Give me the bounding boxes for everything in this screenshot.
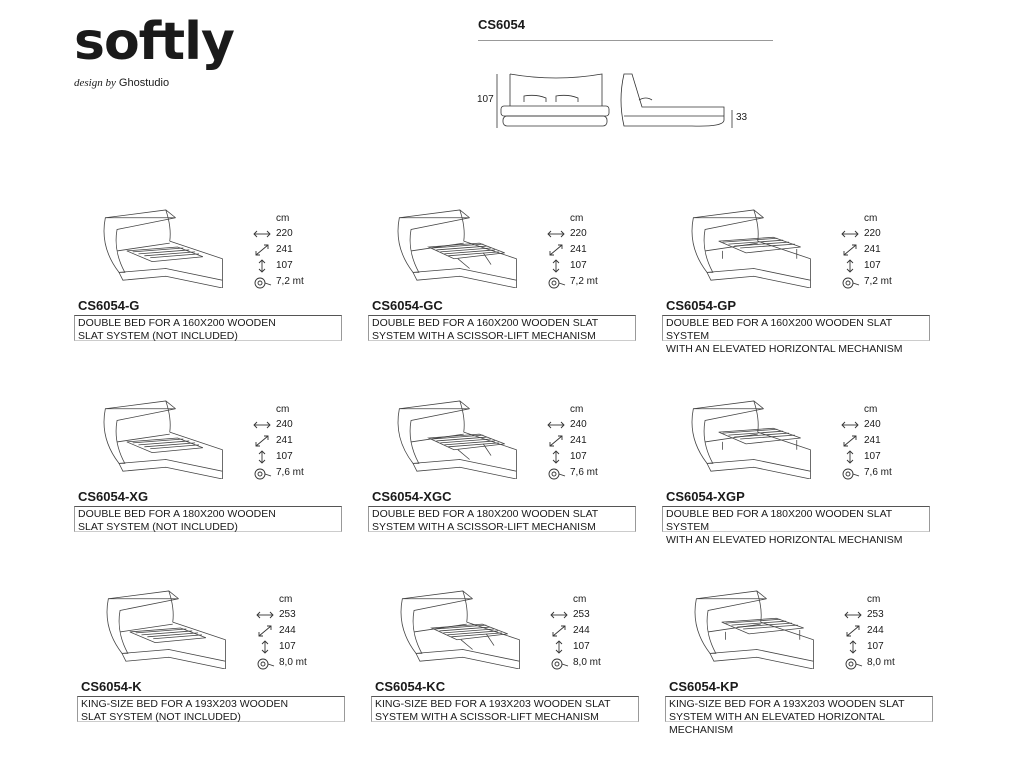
description-line: DOUBLE BED FOR A 160X200 WOODEN SLAT <box>372 317 599 329</box>
spec-height <box>546 449 636 465</box>
brand-subtitle <box>74 77 169 89</box>
spec-list <box>840 403 930 481</box>
spec-value: 7,2 mt <box>570 276 598 287</box>
diagonal-arrow-icon <box>255 624 275 638</box>
unit-label: cm <box>573 594 587 605</box>
variant-description <box>74 315 342 341</box>
fabric-roll-icon <box>840 466 860 480</box>
description-line: WITH AN ELEVATED HORIZONTAL MECHANISM <box>666 343 903 355</box>
variant-description <box>74 506 342 532</box>
variant-code: CS6054-KC <box>375 679 446 694</box>
spec-value: 107 <box>276 260 293 271</box>
variant-code: CS6054-GP <box>666 298 737 313</box>
spec-value: 241 <box>570 244 587 255</box>
description-line: DOUBLE BED FOR A 180X200 WOODEN SLAT <box>372 508 599 520</box>
spec-height <box>549 639 639 655</box>
fabric-roll-icon <box>840 275 860 289</box>
spec-value: 244 <box>279 625 296 636</box>
description-line: SLAT SYSTEM (NOT INCLUDED) <box>78 521 238 533</box>
brand-title: softly <box>74 12 234 72</box>
bed-sketch <box>97 589 227 669</box>
description-line: SYSTEM WITH A SCISSOR-LIFT MECHANISM <box>372 521 596 533</box>
width-arrow-icon <box>252 418 272 432</box>
unit-label: cm <box>864 404 878 415</box>
spec-value: 107 <box>867 641 884 652</box>
unit-label: cm <box>864 213 878 224</box>
overview-base-label: 33 <box>736 112 748 123</box>
height-arrow-icon <box>546 259 566 273</box>
description-line: KING-SIZE BED FOR A 193X203 WOODEN SLAT <box>375 698 611 710</box>
spec-value: 107 <box>276 451 293 462</box>
unit-label: cm <box>276 404 290 415</box>
width-arrow-icon <box>840 227 860 241</box>
spec-length <box>843 623 933 639</box>
diagonal-arrow-icon <box>840 243 860 257</box>
spec-list <box>840 212 930 290</box>
spec-value: 241 <box>864 244 881 255</box>
height-arrow-icon <box>252 259 272 273</box>
product-variant <box>77 589 349 739</box>
bed-sketch <box>94 399 224 479</box>
bed-sketch <box>682 208 812 288</box>
spec-value: 7,6 mt <box>570 467 598 478</box>
description-line: DOUBLE BED FOR A 180X200 WOODEN SLAT SYSTEM <box>666 508 893 533</box>
width-arrow-icon <box>840 418 860 432</box>
spec-value: 220 <box>570 228 587 239</box>
fabric-roll-icon <box>843 656 863 670</box>
spec-fabric <box>255 655 345 671</box>
divider <box>478 40 773 41</box>
spec-fabric <box>252 465 342 481</box>
description-line: SYSTEM WITH A SCISSOR-LIFT MECHANISM <box>372 330 596 342</box>
bed-sketch <box>388 208 518 288</box>
diagonal-arrow-icon <box>252 434 272 448</box>
spec-height <box>840 258 930 274</box>
fabric-roll-icon <box>252 275 272 289</box>
product-variant <box>665 589 937 739</box>
spec-value: 220 <box>276 228 293 239</box>
spec-fabric <box>549 655 639 671</box>
spec-value: 107 <box>573 641 590 652</box>
width-arrow-icon <box>546 418 566 432</box>
spec-width <box>840 226 930 242</box>
variant-description <box>371 696 639 722</box>
spec-list <box>252 403 342 481</box>
spec-width <box>252 417 342 433</box>
spec-height <box>843 639 933 655</box>
diagonal-arrow-icon <box>840 434 860 448</box>
spec-fabric <box>843 655 933 671</box>
spec-width <box>843 607 933 623</box>
description-line: DOUBLE BED FOR A 160X200 WOODEN SLAT SYSTEM <box>666 317 893 342</box>
variant-description <box>368 315 636 341</box>
spec-length <box>252 242 342 258</box>
spec-value: 253 <box>573 609 590 620</box>
spec-list <box>843 593 933 671</box>
height-arrow-icon <box>840 259 860 273</box>
width-arrow-icon <box>255 608 275 622</box>
spec-length <box>546 433 636 449</box>
model-code: CS6054 <box>478 17 525 32</box>
bed-sketch <box>682 399 812 479</box>
product-variant <box>662 399 934 549</box>
spec-fabric <box>546 465 636 481</box>
spec-value: 107 <box>570 451 587 462</box>
variant-code: CS6054-KP <box>669 679 739 694</box>
product-variant <box>662 208 934 358</box>
spec-height <box>252 449 342 465</box>
spec-value: 8,0 mt <box>279 657 307 668</box>
diagonal-arrow-icon <box>843 624 863 638</box>
spec-value: 7,6 mt <box>864 467 892 478</box>
spec-list <box>252 212 342 290</box>
width-arrow-icon <box>252 227 272 241</box>
variant-code: CS6054-K <box>81 679 142 694</box>
product-variant <box>74 399 346 549</box>
spec-value: 241 <box>276 244 293 255</box>
variant-description <box>662 315 930 355</box>
spec-value: 7,6 mt <box>276 467 304 478</box>
spec-value: 244 <box>867 625 884 636</box>
spec-length <box>840 433 930 449</box>
spec-fabric <box>840 465 930 481</box>
description-line: WITH AN ELEVATED HORIZONTAL MECHANISM <box>666 534 903 546</box>
variant-code: CS6054-GC <box>372 298 443 313</box>
width-arrow-icon <box>546 227 566 241</box>
product-variant <box>368 399 640 549</box>
spec-value: 241 <box>276 435 293 446</box>
spec-height <box>255 639 345 655</box>
diagonal-arrow-icon <box>546 434 566 448</box>
variant-description <box>77 696 345 722</box>
height-arrow-icon <box>549 640 569 654</box>
description-line: SYSTEM WITH AN ELEVATED HORIZONTAL MECHANISM <box>669 711 885 736</box>
spec-length <box>546 242 636 258</box>
description-line: DOUBLE BED FOR A 160X200 WOODEN <box>78 317 276 329</box>
fabric-roll-icon <box>546 466 566 480</box>
spec-width <box>255 607 345 623</box>
unit-label: cm <box>570 404 584 415</box>
overview-height-label: 107 <box>477 94 494 105</box>
spec-value: 220 <box>864 228 881 239</box>
product-variant <box>74 208 346 358</box>
height-arrow-icon <box>255 640 275 654</box>
spec-width <box>840 417 930 433</box>
spec-value: 240 <box>864 419 881 430</box>
spec-value: 241 <box>864 435 881 446</box>
variant-code: CS6054-XGC <box>372 489 452 504</box>
spec-value: 240 <box>570 419 587 430</box>
product-variant <box>371 589 643 739</box>
spec-value: 241 <box>570 435 587 446</box>
spec-list <box>255 593 345 671</box>
spec-list <box>546 212 636 290</box>
spec-value: 107 <box>864 260 881 271</box>
spec-height <box>546 258 636 274</box>
height-arrow-icon <box>840 450 860 464</box>
diagonal-arrow-icon <box>252 243 272 257</box>
spec-fabric <box>252 274 342 290</box>
designer-name: Ghostudio <box>118 77 170 89</box>
product-variant <box>368 208 640 358</box>
spec-width <box>546 417 636 433</box>
spec-list <box>546 403 636 481</box>
description-line: SYSTEM WITH A SCISSOR-LIFT MECHANISM <box>375 711 599 723</box>
unit-label: cm <box>276 213 290 224</box>
bed-sketch <box>388 399 518 479</box>
unit-label: cm <box>867 594 881 605</box>
variant-description <box>665 696 933 736</box>
spec-value: 7,2 mt <box>864 276 892 287</box>
spec-list <box>549 593 639 671</box>
variant-description <box>662 506 930 546</box>
spec-value: 253 <box>279 609 296 620</box>
spec-width <box>252 226 342 242</box>
variant-code: CS6054-XGP <box>666 489 745 504</box>
description-line: DOUBLE BED FOR A 180X200 WOODEN <box>78 508 276 520</box>
spec-value: 253 <box>867 609 884 620</box>
variant-code: CS6054-G <box>78 298 140 313</box>
bed-sketch <box>94 208 224 288</box>
spec-value: 7,2 mt <box>276 276 304 287</box>
unit-label: cm <box>570 213 584 224</box>
spec-value: 8,0 mt <box>573 657 601 668</box>
variant-code: CS6054-XG <box>78 489 149 504</box>
spec-height <box>840 449 930 465</box>
spec-value: 107 <box>864 451 881 462</box>
spec-length <box>255 623 345 639</box>
spec-value: 107 <box>279 641 296 652</box>
description-line: KING-SIZE BED FOR A 193X203 WOODEN <box>81 698 289 710</box>
diagonal-arrow-icon <box>546 243 566 257</box>
spec-height <box>252 258 342 274</box>
height-arrow-icon <box>546 450 566 464</box>
height-arrow-icon <box>843 640 863 654</box>
variant-description <box>368 506 636 532</box>
overview-drawing <box>474 70 764 132</box>
fabric-roll-icon <box>252 466 272 480</box>
height-arrow-icon <box>252 450 272 464</box>
design-by-label: design by <box>74 77 116 89</box>
description-line: KING-SIZE BED FOR A 193X203 WOODEN SLAT <box>669 698 905 710</box>
diagonal-arrow-icon <box>549 624 569 638</box>
spec-width <box>549 607 639 623</box>
bed-front-side-view <box>474 70 764 132</box>
spec-fabric <box>840 274 930 290</box>
spec-length <box>252 433 342 449</box>
spec-fabric <box>546 274 636 290</box>
spec-length <box>840 242 930 258</box>
spec-value: 107 <box>570 260 587 271</box>
spec-value: 8,0 mt <box>867 657 895 668</box>
bed-sketch <box>391 589 521 669</box>
fabric-roll-icon <box>255 656 275 670</box>
spec-value: 244 <box>573 625 590 636</box>
width-arrow-icon <box>843 608 863 622</box>
fabric-roll-icon <box>546 275 566 289</box>
width-arrow-icon <box>549 608 569 622</box>
bed-sketch <box>685 589 815 669</box>
description-line: SLAT SYSTEM (NOT INCLUDED) <box>78 330 238 342</box>
description-line: SLAT SYSTEM (NOT INCLUDED) <box>81 711 241 723</box>
spec-length <box>549 623 639 639</box>
unit-label: cm <box>279 594 293 605</box>
spec-value: 240 <box>276 419 293 430</box>
fabric-roll-icon <box>549 656 569 670</box>
spec-width <box>546 226 636 242</box>
